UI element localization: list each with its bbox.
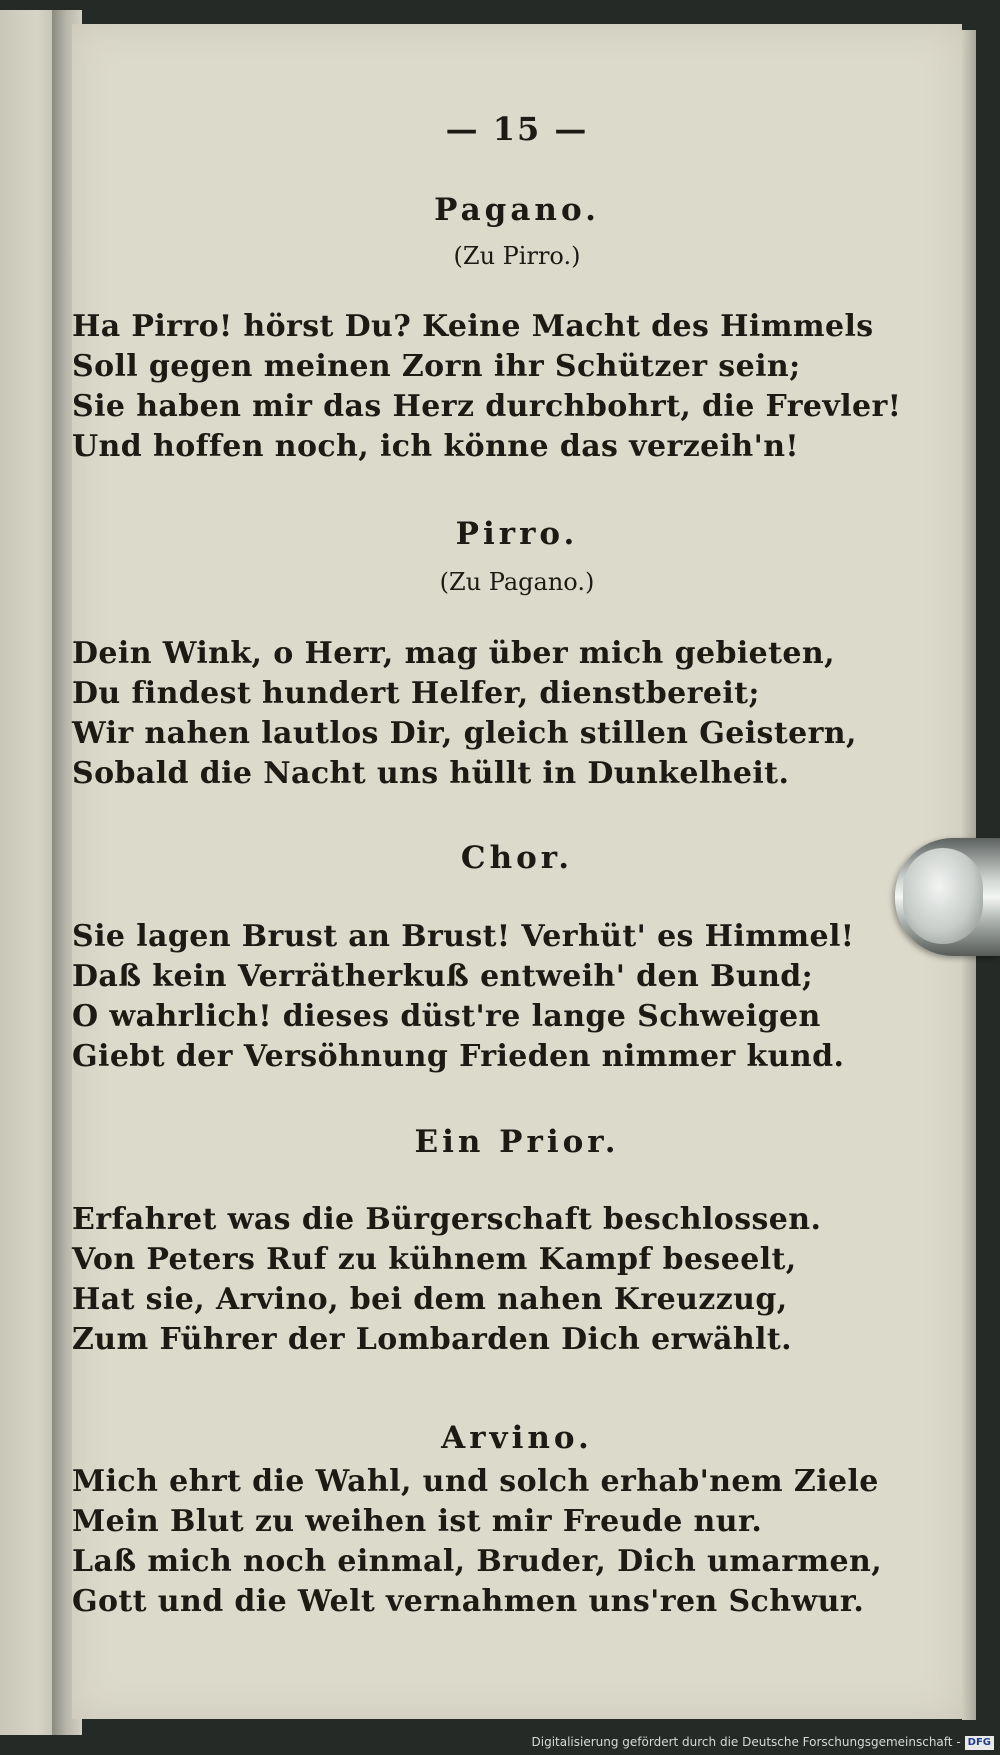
credit-text: Digitalisierung gefördert durch die Deutsche Forschungsgemeinschaft - [531,1735,961,1749]
verse-line: Mich ehrt die Wahl, und solch erhab'nem Ziele [72,1464,879,1499]
digitization-credit [532,1733,995,1751]
clip-highlight [903,848,983,944]
verse-line: Daß kein Verrätherkuß entweih' den Bund; [72,959,814,994]
verse-line: Mein Blut zu weihen ist mir Freude nur. [72,1504,763,1539]
verse-line: Hat sie, Arvino, bei dem nahen Kreuzzug, [72,1282,788,1317]
book-page [72,24,962,1719]
verse-stanza [72,634,857,794]
verse-line: Laß mich noch einmal, Bruder, Dich umarmen, [72,1544,883,1579]
verse-line: Du findest hundert Helfer, dienstbereit; [72,676,760,711]
speaker-name: Chor. [460,840,574,876]
page-number: — 15 — [445,110,589,148]
verse-line: Dein Wink, o Herr, mag über mich gebieten, [72,636,835,671]
verse-line: Und hoffen noch, ich könne das verzeih'n! [72,429,799,464]
speaker-name: Pagano. [434,192,600,228]
verse-line: Sie lagen Brust an Brust! Verhüt' es Himmel! [72,919,855,954]
verse-line: Zum Führer der Lombarden Dich erwählt. [72,1322,792,1357]
verse-line: Gott und die Welt vernahmen uns'ren Schwur. [72,1584,865,1619]
speaker-name: Pirro. [455,516,579,552]
stage-direction: (Zu Pagano.) [439,568,595,596]
verse-line: Sobald die Nacht uns hüllt in Dunkelheit. [72,756,790,791]
verse-line: Soll gegen meinen Zorn ihr Schützer sein; [72,349,801,384]
verse-line: Wir nahen lautlos Dir, gleich stillen Geistern, [72,716,857,751]
verse-stanza [72,1462,882,1622]
speaker-name: Ein Prior. [414,1124,620,1160]
verse-line: O wahrlich! dieses düst're lange Schweigen [72,999,821,1034]
speaker-name: Arvino. [441,1420,593,1456]
verse-stanza [72,1200,821,1360]
verse-line: Erfahret was die Bürgerschaft beschlossen. [72,1202,822,1237]
verse-line: Sie haben mir das Herz durchbohrt, die Frevler! [72,389,902,424]
stage-direction: (Zu Pirro.) [453,242,581,270]
verse-stanza [72,307,901,467]
dfg-logo: DFG [965,1736,994,1750]
verse-line: Ha Pirro! hörst Du? Keine Macht des Himmels [72,309,874,344]
verse-stanza [72,917,854,1077]
verse-line: Von Peters Ruf zu kühnem Kampf beseelt, [72,1242,797,1277]
page-clip [895,838,1000,956]
page-content [72,24,962,1719]
verse-line: Giebt der Versöhnung Frieden nimmer kund. [72,1039,845,1074]
